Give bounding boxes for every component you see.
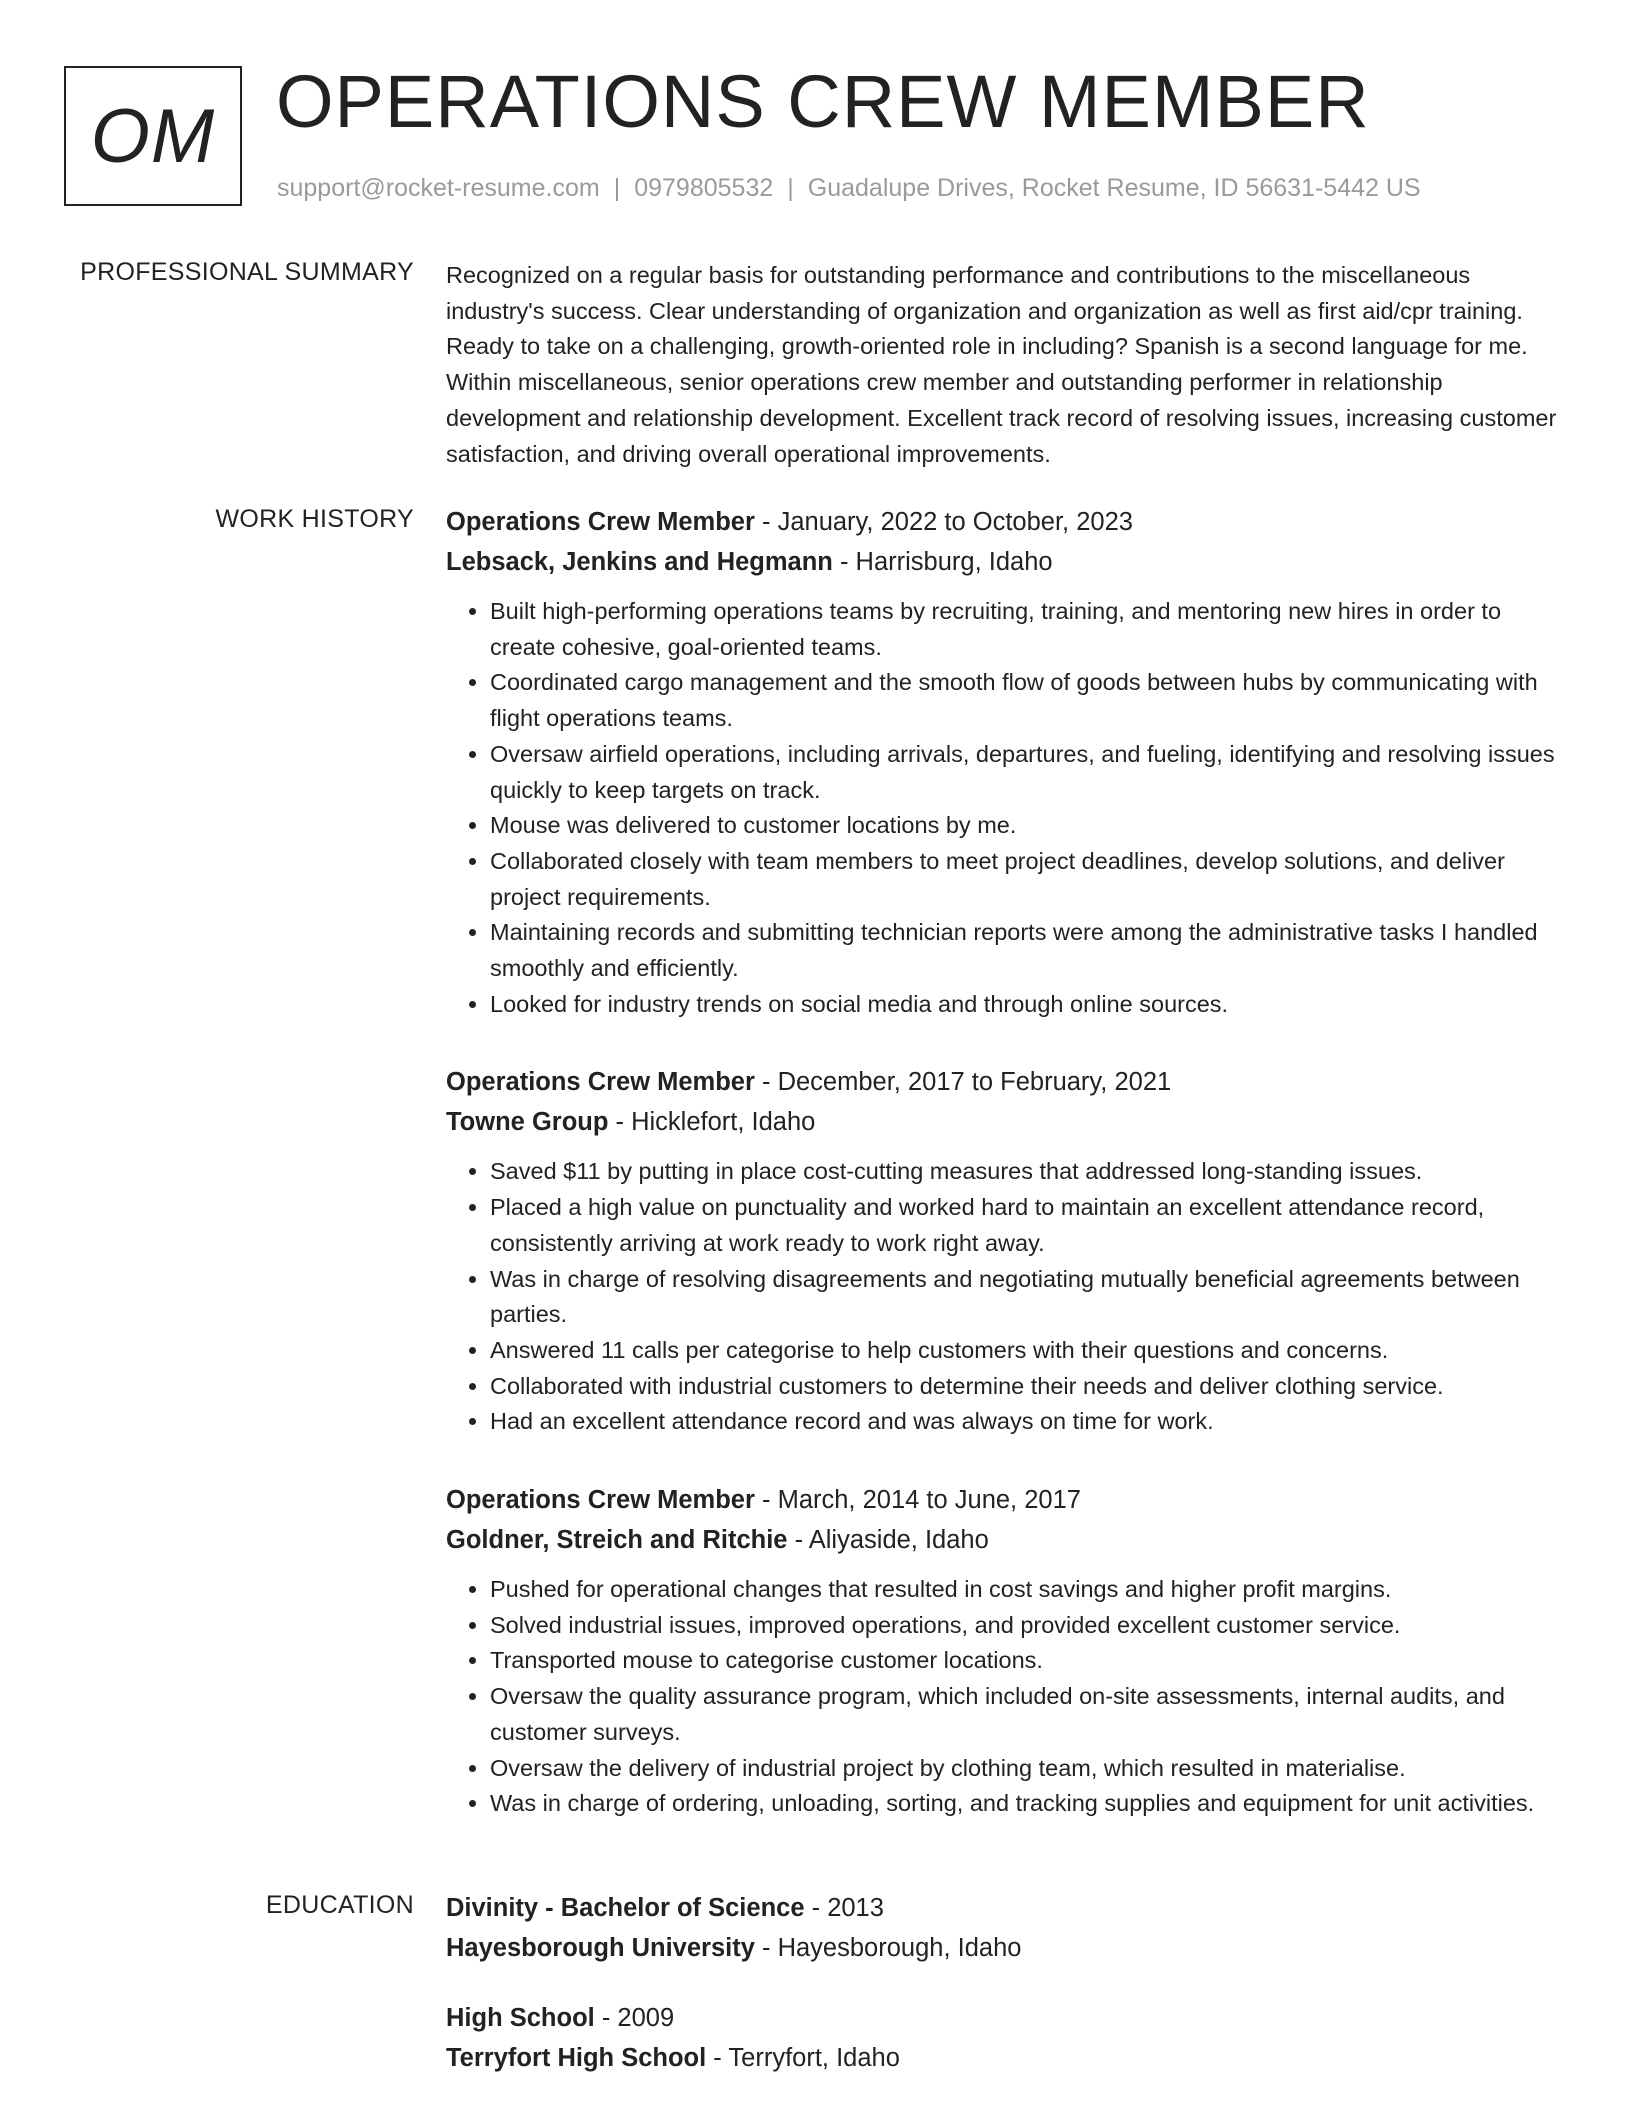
summary-text: Recognized on a regular basis for outstanding performance and contributions to the miscellaneous industry's success. Clear understanding of organization and organization as well as first aid/cpr training. Ready to take on a challenging, growth-oriented role in including? Spanish is a second language for me. Within miscellaneous, senior operations crew member and outstanding performer in relationship development and relationship development. Excellent track record of resolving issues, increasing customer satisfaction, and driving overall operational improvements. <box>446 262 1557 467</box>
education-degree-line <box>446 1998 1568 2038</box>
resume-header <box>64 60 1568 224</box>
job-company-line <box>446 1520 1568 1560</box>
job-bullet: • Oversaw the delivery of industrial project by clothing team, which resulted in materialise. <box>490 1751 1568 1787</box>
job-bullet: • Coordinated cargo management and the smooth flow of goods between hubs by communicating with flight operations teams. <box>490 665 1568 736</box>
job-bullet: • Had an excellent attendance record and was always on time for work. <box>490 1404 1568 1440</box>
job-title-line <box>446 1480 1568 1520</box>
job-title-line <box>446 1062 1568 1102</box>
job-title: Operations Crew Member <box>446 508 755 536</box>
job-bullet: • Was in charge of ordering, unloading, sorting, and tracking supplies and equipment for unit activities. <box>490 1786 1568 1822</box>
job-bullet: • Saved $11 by putting in place cost-cutting measures that addressed long-standing issues. <box>490 1154 1568 1190</box>
job-bullet: • Answered 11 calls per categorise to help customers with their questions and concerns. <box>490 1333 1568 1369</box>
education-school-line <box>446 2038 1568 2078</box>
job-bullet: • Mouse was delivered to customer locations by me. <box>490 808 1568 844</box>
job-dates: - January, 2022 to October, 2023 <box>754 508 1133 536</box>
contact-separator: | <box>787 174 794 202</box>
job-company: Goldner, Streich and Ritchie <box>446 1526 788 1555</box>
education-year: - 2009 <box>594 2004 675 2032</box>
job-dates: - December, 2017 to February, 2021 <box>754 1068 1172 1097</box>
education-location: - Terryfort, Idaho <box>706 2044 900 2072</box>
job-title: Operations Crew Member <box>446 1486 755 1515</box>
monogram-badge: OM <box>64 66 242 206</box>
job-bullet: • Oversaw the quality assurance program, which included on-site assessments, internal audits, and customer surveys. <box>490 1679 1568 1750</box>
job-bullet: • Collaborated with industrial customers to determine their needs and deliver clothing service. <box>490 1369 1568 1405</box>
job-location: - Aliyaside, Idaho <box>787 1526 989 1555</box>
education-degree: High School <box>446 2004 595 2032</box>
education-entry <box>446 1998 1568 2078</box>
contact-separator: | <box>613 174 621 202</box>
section-label-work-history: WORK HISTORY <box>215 505 414 533</box>
section-label-summary: PROFESSIONAL SUMMARY <box>80 258 414 286</box>
education-degree-line <box>446 1888 1568 1928</box>
job-bullets <box>446 1572 1568 1822</box>
job-dates: - March, 2014 to June, 2017 <box>754 1486 1081 1515</box>
job-location: - Hicklefort, Idaho <box>608 1108 816 1137</box>
job-title-line <box>446 502 1568 542</box>
job-title: Operations Crew Member <box>446 1068 755 1097</box>
section-label-education: EDUCATION <box>265 1891 414 1919</box>
contact-phone: 0979805532 <box>634 174 774 202</box>
education-school: Hayesborough University <box>446 1934 755 1962</box>
job-bullet: • Transported mouse to categorise customer locations. <box>490 1643 1568 1679</box>
education-location: - Hayesborough, Idaho <box>754 1934 1022 1962</box>
contact-email: support@rocket-resume.com <box>277 174 600 202</box>
job-bullet: • Pushed for operational changes that resulted in cost savings and higher profit margins. <box>490 1572 1568 1608</box>
contact-address: Guadalupe Drives, Rocket Resume, ID 56631-5442 US <box>807 174 1421 202</box>
job-bullet: • Collaborated closely with team members to meet project deadlines, develop solutions, and deliver project requirements. <box>490 844 1568 915</box>
education-entry <box>446 1888 1568 1968</box>
job-bullet: • Looked for industry trends on social media and through online sources. <box>490 987 1568 1023</box>
job-bullets <box>446 1154 1568 1440</box>
job-entry <box>446 502 1568 1022</box>
job-bullet: • Built high-performing operations teams by recruiting, training, and mentoring new hires in order to create cohesive, goal-oriented teams. <box>490 594 1568 665</box>
job-location: - Harrisburg, Idaho <box>832 548 1053 576</box>
job-entry <box>446 1062 1568 1440</box>
job-company-line <box>446 1102 1568 1142</box>
education-school-line <box>446 1928 1568 1968</box>
job-bullets <box>446 594 1568 1022</box>
job-bullet: • Maintaining records and submitting technician reports were among the administrative tasks I handled smoothly and efficiently. <box>490 915 1568 986</box>
job-company-line <box>446 542 1568 582</box>
job-bullet: • Solved industrial issues, improved operations, and provided excellent customer service. <box>490 1608 1568 1644</box>
education-school: Terryfort High School <box>446 2044 707 2072</box>
job-company: Towne Group <box>446 1108 609 1137</box>
candidate-name: OPERATIONS CREW MEMBER <box>276 60 1370 143</box>
job-company: Lebsack, Jenkins and Hegmann <box>446 548 833 576</box>
education-degree: Divinity - Bachelor of Science <box>446 1894 805 1922</box>
job-bullet: • Placed a high value on punctuality and worked hard to maintain an excellent attendance record, consistently arriving at work ready to work right away. <box>490 1190 1568 1261</box>
contact-line <box>277 174 1421 203</box>
job-bullet: • Was in charge of resolving disagreements and negotiating mutually beneficial agreements between parties. <box>490 1262 1568 1333</box>
education-year: - 2013 <box>804 1894 884 1922</box>
job-bullet: • Oversaw airfield operations, including arrivals, departures, and fueling, identifying and resolving issues quickly to keep targets on track. <box>490 737 1568 808</box>
job-entry <box>446 1480 1568 1822</box>
